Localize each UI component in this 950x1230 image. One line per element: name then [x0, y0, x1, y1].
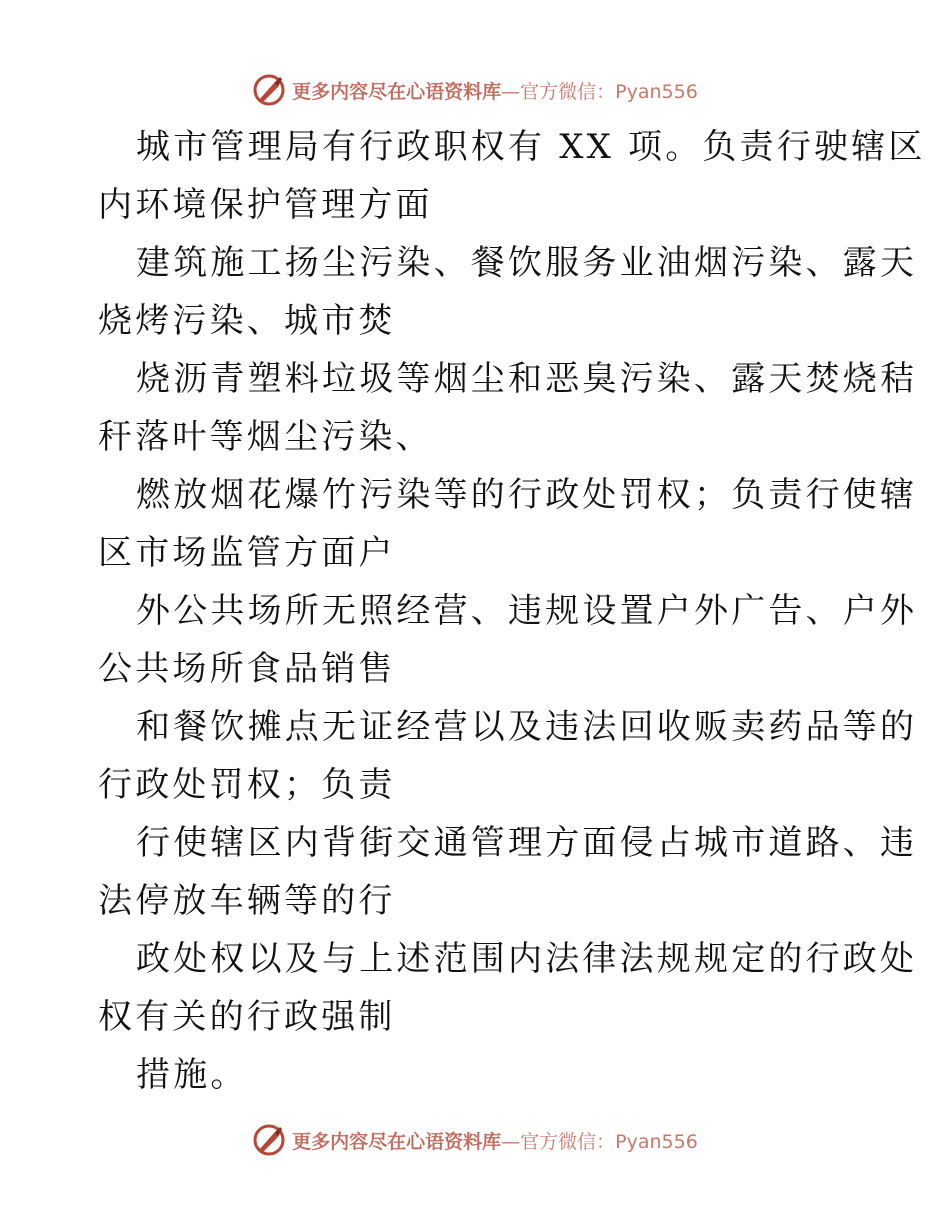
paragraph-line: 区市场监管方面户	[98, 533, 396, 573]
footer-watermark	[0, 1120, 950, 1160]
paragraph-5	[98, 582, 918, 698]
paragraph-line: 秆落叶等烟尘污染、	[98, 417, 433, 457]
header-watermark	[0, 70, 950, 110]
footer-watermark-dash: —	[501, 1130, 521, 1153]
paragraph-4	[98, 466, 918, 582]
paragraph-8	[98, 930, 918, 1046]
paragraph-9	[98, 1046, 858, 1104]
paragraph-line: 行政处罚权；负责	[98, 765, 396, 805]
header-watermark-sub: 官方微信：Pyan556	[520, 80, 698, 103]
paragraph-line: 和餐饮摊点无证经营以及违法回收贩卖药品等的	[136, 707, 918, 747]
footer-watermark-sub: 官方微信：Pyan556	[520, 1130, 698, 1153]
paragraph-7	[98, 814, 918, 930]
pen-logo-icon	[252, 73, 286, 107]
paragraph-2	[98, 234, 918, 350]
paragraph-line: 行使辖区内背街交通管理方面侵占城市道路、违	[136, 823, 918, 863]
header-watermark-main: 更多内容尽在心语资料库	[292, 80, 502, 103]
paragraph-line: 烧沥青塑料垃圾等烟尘和恶臭污染、露天焚烧秸	[136, 359, 918, 399]
footer-watermark-main: 更多内容尽在心语资料库	[292, 1130, 502, 1153]
paragraph-line: 燃放烟花爆竹污染等的行政处罚权；负责行使辖	[136, 475, 918, 515]
paragraph-6	[98, 698, 918, 814]
paragraph-1	[98, 118, 926, 234]
paragraph-line: 内环境保护管理方面	[98, 185, 433, 225]
paragraph-line: 权有关的行政强制	[98, 997, 396, 1037]
paragraph-line: 法停放车辆等的行	[98, 881, 396, 921]
header-watermark-dash: —	[501, 80, 521, 103]
pen-logo-icon	[252, 1123, 286, 1157]
footer-watermark-text	[292, 1127, 698, 1154]
document-body	[98, 118, 926, 1104]
paragraph-3	[98, 350, 918, 466]
paragraph-line: 外公共场所无照经营、违规设置户外广告、户外	[136, 591, 918, 631]
paragraph-line: 城市管理局有行政职权有 XX 项。负责行驶辖区	[136, 127, 926, 167]
paragraph-line: 公共场所食品销售	[98, 649, 396, 689]
paragraph-line: 措施。	[136, 1055, 248, 1095]
paragraph-line: 烧烤污染、城市焚	[98, 301, 396, 341]
paragraph-line: 建筑施工扬尘污染、餐饮服务业油烟污染、露天	[136, 243, 918, 283]
header-watermark-text	[292, 77, 698, 104]
paragraph-line: 政处权以及与上述范围内法律法规规定的行政处	[136, 939, 918, 979]
